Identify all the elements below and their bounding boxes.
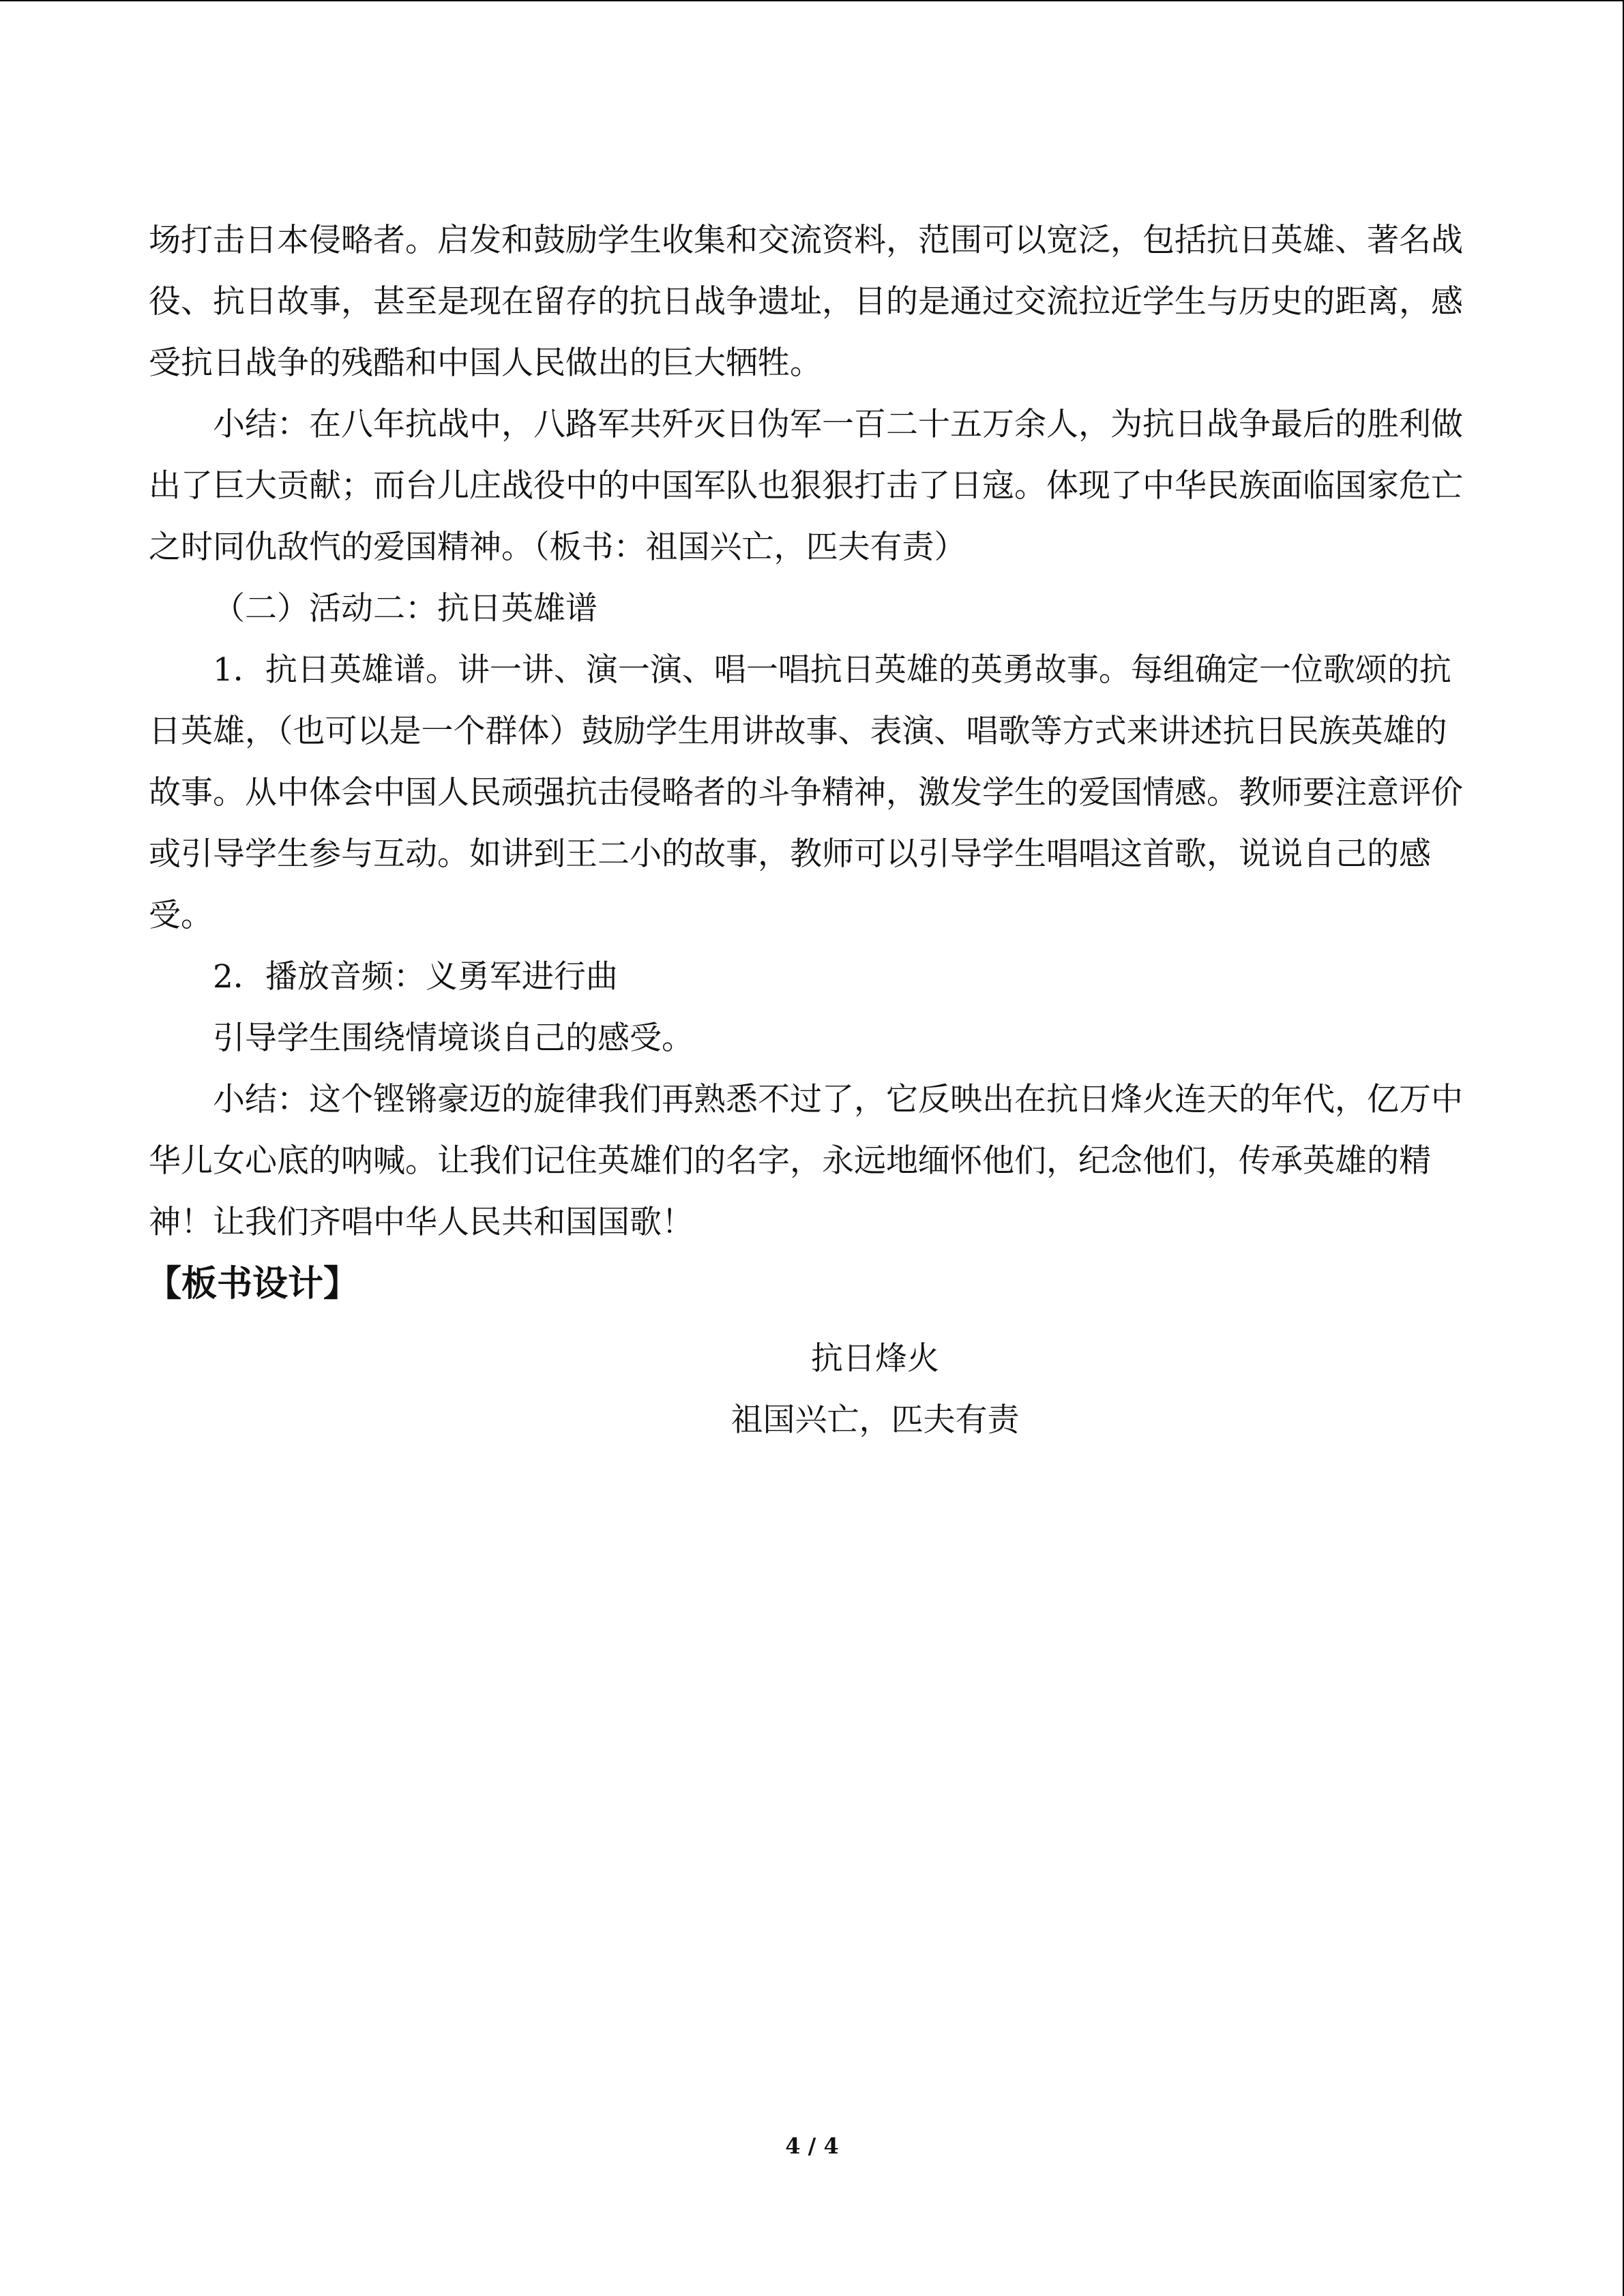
board-design <box>149 1328 1479 1451</box>
paragraph-guide: 引导学生围绕情境谈自己的感受。 <box>213 1019 694 1057</box>
board-line-title: 抗日烽火 <box>811 1340 939 1377</box>
paragraph-hero-list: 1．抗日英雄谱。讲一讲、演一演、唱一唱抗日英雄的英勇故事。每组确定一位歌颂的抗日英雄，（也可以是一个群体）鼓励学生用讲故事、表演、唱歌等方式来讲述抗日民族英雄的故事。从中体会中国人民顽强抗击侵略者的斗争精神，激发学生的爱国情感。教师要注意评价或引导学生参与互动。如讲到王二小的故事，教师可以引导学生唱唱这首歌，说说自己的感受。 <box>149 651 1463 934</box>
board-line-motto: 祖国兴亡，匹夫有责 <box>730 1401 1020 1439</box>
paragraph-intro: 场打击日本侵略者。启发和鼓励学生收集和交流资料，范围可以宽泛，包括抗日英雄、著名战役、抗日故事，甚至是现在留存的抗日战争遗址，目的是通过交流拉近学生与历史的距离，感受抗日战争的残酷和中国人民做出的巨大牺牲。 <box>149 222 1463 382</box>
page-number: 4 / 4 <box>785 2133 839 2159</box>
section-heading-activity-2: （二）活动二：抗日英雄谱 <box>213 590 597 627</box>
paragraph-summary-1: 小结：在八年抗战中，八路军共歼灭日伪军一百二十五万余人，为抗日战争最后的胜利做出了巨大贡献；而台儿庄战役中的中国军队也狠狠打击了日寇。体现了中华民族面临国家危亡之时同仇敌忾的爱国精神。（板书：祖国兴亡，匹夫有责） <box>149 406 1463 566</box>
paragraph-play-audio: 2．播放音频：义勇军进行曲 <box>213 958 618 996</box>
paragraph-summary-2: 小结：这个铿锵豪迈的旋律我们再熟悉不过了，它反映出在抗日烽火连天的年代，亿万中华儿女心底的呐喊。让我们记住英雄们的名字，永远地缅怀他们，纪念他们，传承英雄的精神！让我们齐唱中华人民共和国国歌！ <box>149 1081 1463 1241</box>
document-body <box>146 210 1479 1451</box>
board-design-heading: 【板书设计】 <box>146 1264 359 1304</box>
